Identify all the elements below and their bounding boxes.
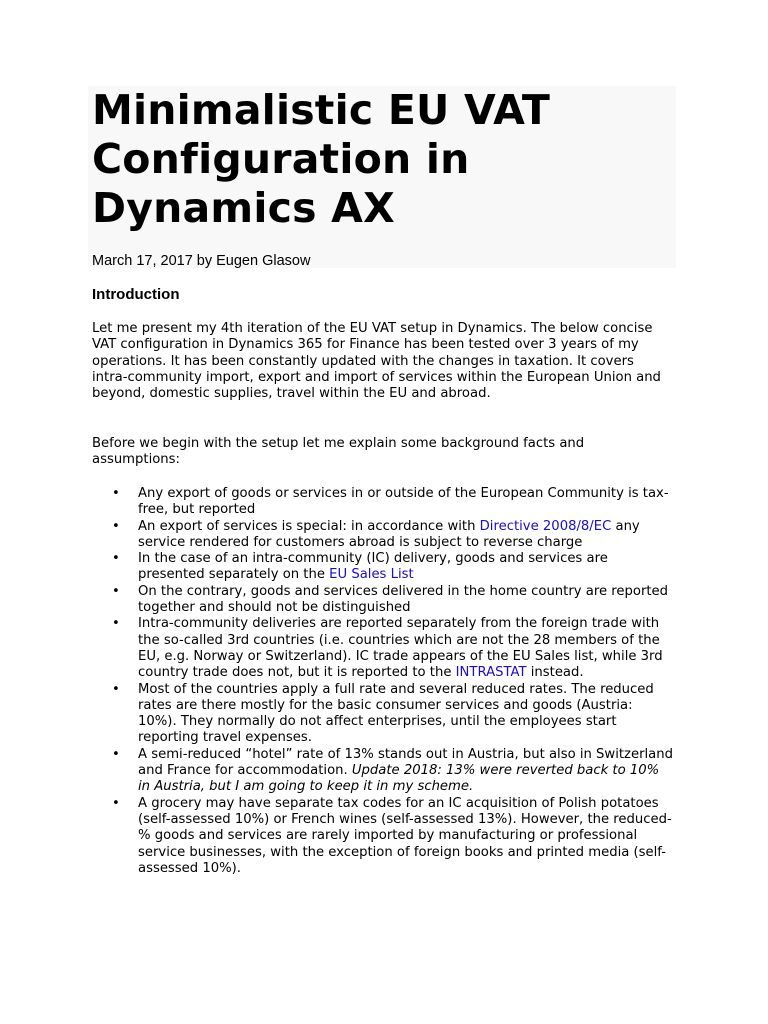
list-item-text: A grocery may have separate tax codes for an IC acquisition of Polish potatoes (self-assessed 10%) or French wines (self-assessed 13%). However, the reduced-% goods and services are rarely imported by manufacturing or professional service businesses, with the exception of foreign books and printed media (self-assessed 10%). (138, 795, 672, 876)
assumptions-paragraph: Before we begin with the setup let me explain some background facts and assumptions: (92, 436, 585, 468)
directive-link[interactable]: Directive 2008/8/EC (479, 518, 612, 534)
page-title: Minimalistic EU VAT Configuration in Dynamics AX (92, 86, 551, 232)
list-item-text: A semi-reduced “hotel” rate of 13% stands out in Austria, but also in Switzerland and France for accommodation. (138, 746, 673, 779)
list-item (92, 747, 674, 796)
bullet-icon: • (112, 518, 120, 534)
intro-paragraph: Let me present my 4th iteration of the EU VAT setup in Dynamics. The below concise VAT configuration in Dynamics 365 for Finance has been tested over 3 years of my operations. It has been constantly updated with the changes in taxation. It covers intra-community import, export and import of services within the European Union and beyond, domestic supplies, travel within the EU and abroad. (92, 321, 661, 402)
list-item (92, 519, 674, 552)
list-item-text: On the contrary, goods and services delivered in the home country are reported together and should not be distinguished (138, 583, 669, 616)
list-item-text: instead. (526, 665, 584, 681)
list-item-text: Any export of goods or services in or outside of the European Community is tax-free, but reported (138, 486, 669, 518)
list-item-text: Intra-community deliveries are reported separately from the foreign trade with the so-called 3rd countries (i.e. countries which are not the 28 members of the EU, e.g. Norway or Switzerland). IC trade appears of the EU Sales list, while 3rd country trade does not, but it is reported to the (138, 616, 663, 681)
article-byline: March 17, 2017 by Eugen Glasow (92, 253, 311, 269)
list-item (92, 616, 674, 681)
list-item-text: any service rendered for customers abroad is subject to reverse charge (138, 518, 640, 550)
update-note: Update 2018: 13% were reverted back to 10% in Austria, but I am going to keep it in my scheme. (138, 763, 660, 795)
bullet-icon: • (112, 681, 120, 697)
bullet-icon: • (112, 583, 120, 599)
bullet-icon: • (112, 616, 120, 632)
list-item (92, 796, 674, 877)
section-heading-introduction: Introduction (92, 286, 180, 303)
bullet-icon: • (112, 551, 120, 567)
list-item-text: Most of the countries apply a full rate and several reduced rates. The reduced rates are there mostly for the basic consumer services and goods (Austria: 10%). They normally do not affect enterprises, until the employees start reporting travel expenses. (138, 681, 654, 746)
list-item-text: In the case of an intra-community (IC) delivery, goods and services are presented separately on the (138, 551, 608, 583)
assumptions-list (92, 486, 674, 877)
list-item (92, 486, 674, 519)
intrastat-link[interactable]: INTRASTAT (455, 665, 527, 681)
list-item-text: An export of services is special: in accordance with (138, 518, 480, 534)
bullet-icon: • (112, 795, 120, 811)
eu-sales-list-link[interactable]: EU Sales List (329, 567, 414, 583)
bullet-icon: • (112, 486, 120, 501)
list-item (92, 682, 674, 747)
list-item (92, 584, 674, 617)
list-item (92, 551, 674, 584)
bullet-icon: • (112, 746, 120, 762)
